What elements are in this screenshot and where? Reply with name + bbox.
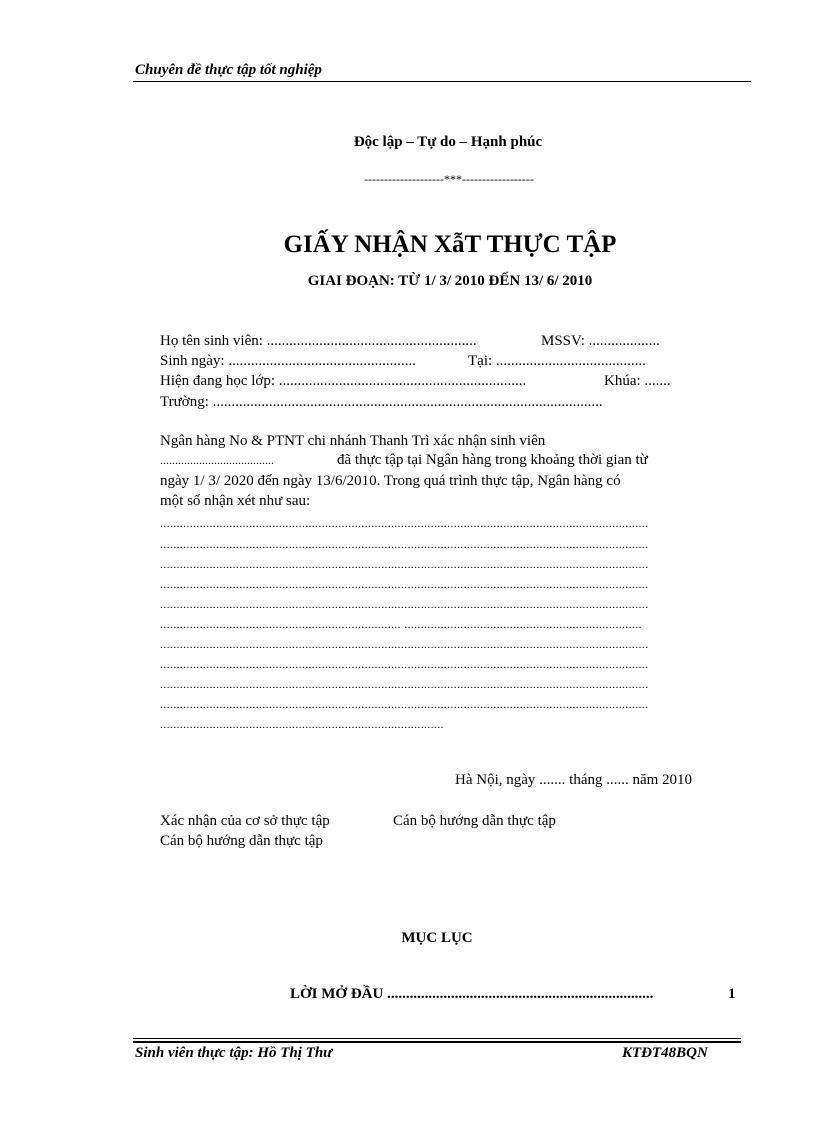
toc-entry-label: LỜI MỞ ĐẦU .......................................................................	[290, 986, 654, 1002]
motto: Độc lập – Tự do – Hạnh phúc	[353, 134, 543, 150]
comment-line: ......................................................................... ........................................................................	[160, 617, 642, 631]
header-rule	[133, 81, 751, 82]
toc-title: MỤC LỤC	[401, 930, 473, 946]
paragraph-line-3: ngày 1/ 3/ 2020 đến ngày 13/6/2010. Trong quá trình thực tập, Ngân hàng có	[160, 473, 621, 489]
document-subtitle: GIAI ĐOẠN: TỪ 1/ 3/ 2010 ĐẾN 13/ 6/ 2010	[307, 273, 593, 289]
signature-right-line-1: Cán bộ hướng dẫn thực tập	[393, 813, 556, 829]
toc-entry-page: 1	[728, 986, 736, 1002]
paragraph-line-2-dots: ......................................	[160, 453, 274, 467]
class-label: Hiện đang học lớp: ..................................................................	[160, 373, 527, 389]
paragraph-line-1: Ngân hàng No & PTNT chi nhánh Thanh Trì xác nhận sinh viên	[160, 433, 546, 449]
comment-line: ....................................................................................................................................................	[160, 637, 649, 651]
comment-line: ....................................................................................................................................................	[160, 516, 649, 530]
birthplace-label: Tại: ........................................	[468, 353, 646, 369]
student-name-label: Họ tên sinh viên: ........................................................	[160, 333, 477, 349]
dob-label: Sinh ngày: ..................................................	[160, 353, 416, 369]
comment-line: ....................................................................................................................................................	[160, 537, 649, 551]
comment-line: ....................................................................................................................................................	[160, 657, 649, 671]
decorative-divider: --------------------***------------------	[364, 172, 534, 186]
footer-rule	[133, 1038, 741, 1039]
comment-line: ....................................................................................................................................................	[160, 557, 649, 571]
paragraph-line-2-text: đã thực tập tại Ngân hàng trong khoảng thời gian từ	[337, 452, 648, 468]
footer-rule-thick	[133, 1041, 741, 1043]
comment-line: ....................................................................................................................................................	[160, 677, 649, 691]
signature-left-line-1: Xác nhận của cơ sở thực tập	[160, 813, 330, 829]
document-title: GIẤY NHẬN XẫT THỰC TẬP	[283, 231, 617, 258]
comment-line: ....................................................................................................................................................	[160, 697, 649, 711]
comment-line: ....................................................................................................................................................	[160, 597, 649, 611]
school-label: Trường: ........................................................................................................	[160, 394, 603, 410]
footer-student: Sinh viên thực tập: Hồ Thị Thư	[135, 1045, 333, 1061]
footer-class-code: KTĐT48BQN	[622, 1045, 708, 1061]
comment-line: ....................................................................................................................................................	[160, 577, 649, 591]
khua-label: Khúa: .......	[604, 373, 671, 389]
signature-left-line-2: Cán bộ hướng dẫn thực tập	[160, 833, 323, 849]
mssv-label: MSSV: ...................	[541, 333, 660, 349]
running-header: Chuyên đề thực tập tốt nghiệp	[135, 62, 322, 78]
paragraph-line-4: một số nhận xét như sau:	[160, 493, 311, 509]
date-line: Hà Nội, ngày ....... tháng ...... năm 2010	[455, 772, 693, 788]
comment-line: ......................................................................................	[160, 717, 444, 731]
